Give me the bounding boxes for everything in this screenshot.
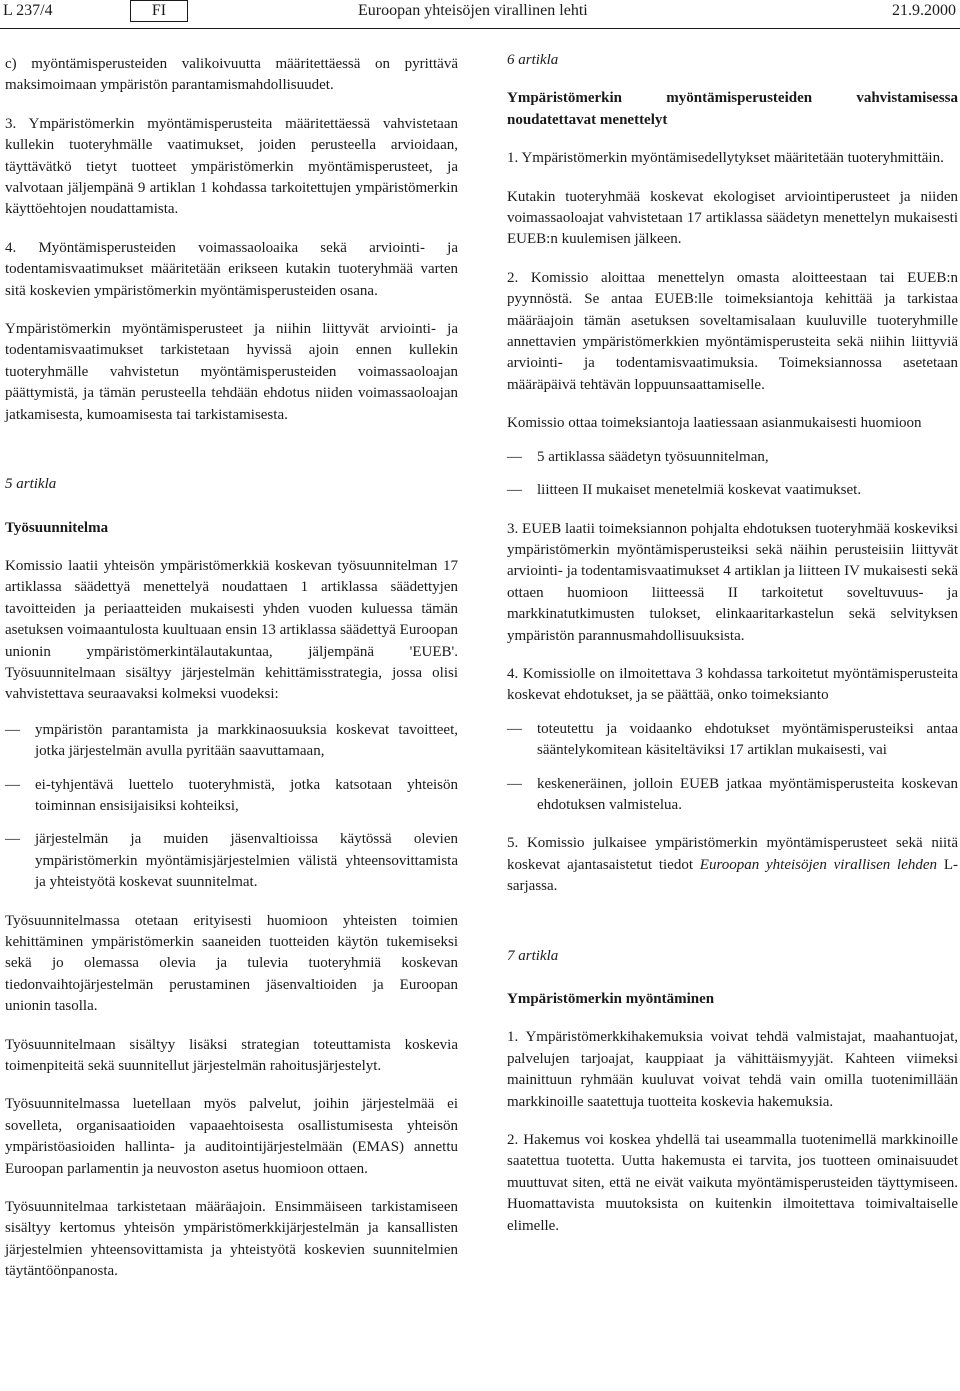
article-5-paragraph-3: Työsuunnitelmaan sisältyy lisäksi strategian toteuttamista koskevia toimenpiteitä sekä suunnitellut järjestelmän rahoitusjärjestelyt. — [5, 1036, 458, 1075]
article-7-paragraph-1: 1. Ympäristömerkkihakemuksia voivat tehdä valmistajat, maahantuojat, palvelujen tarjoajat, kauppiaat ja vähittäismyyjät. Kahteen viimeksi mainittuun ryhmään kuuluvat voivat tehdä vain omilla tuotenimillään markkinoille saatettuja tuotteita koskevia hakemuksia. — [507, 1029, 958, 1110]
right-column — [507, 50, 958, 1254]
article-5-title: Työsuunnitelma — [5, 519, 109, 536]
dash-item — [507, 447, 958, 468]
dash-item — [507, 774, 958, 817]
language-code-box: FI — [130, 0, 188, 22]
dash-marker: — — [507, 482, 522, 499]
dash-item-text: 5 artiklassa säädetyn työsuunnitelman, — [537, 448, 769, 465]
paragraph-3: 3. Ympäristömerkin myöntämisperusteita määritettäessä vahvistetaan kullekin tuoteryhmälle vaatimukset, joiden perusteella arvioidaan, täyttävätkö tietyt tuotteet ympäristömerkin myöntämisperusteet, ja valvotaan jäljempänä 9 artiklan 1 kohdassa tarkoitettujen ympäristömerkin käyttöehtojen noudattamista. — [5, 115, 458, 218]
article-6-paragraph-3: 3. EUEB laatii toimeksiannon pohjalta ehdotuksen tuoteryhmää koskeviksi ympäristömerkin myöntämisperusteiksi sekä näihin perusteisiin liittyvät arviointi- ja todentamisvaatimukset 4 artiklan ja liitteen IV mukaisesti sekä ottaen huomioon liitteessä II tarkoitetut soveltuvuus- ja markkinatutkimusten tulokset, elinkaaritarkastelun sekä selvityksen ympäristön parannusmahdollisuuksista. — [507, 520, 958, 644]
article-6-paragraph-5 — [507, 833, 958, 897]
article-5-paragraph-4: Työsuunnitelmassa luetellaan myös palvelut, joihin järjestelmää ei sovelleta, organisaatioiden vapaaehtoisesta osallistumisesta yhteisön ympäristöasioiden hallinta- ja auditointijärjestelmään (EMAS) annettu Euroopan parlamentin ja neuvoston asetus huomioon ottaen. — [5, 1096, 458, 1177]
dash-item — [507, 719, 958, 762]
dash-item-text: ei-tyhjentävä luettelo tuoteryhmistä, jotka katsotaan yhteisön toiminnan ensisijaisiksi kohteiksi, — [35, 776, 458, 814]
dash-marker: — — [507, 775, 522, 792]
paragraph-4b: Ympäristömerkin myöntämisperusteet ja niihin liittyvät arviointi- ja todentamisvaatimukset tarkistetaan hyvissä ajoin ennen kullekin tuoteryhmälle vahvistetun myöntämisperusteiden voimassaoloajan päättymistä, ja tämän perusteella tehdään ehdotus niiden voimassaoloajan jatkamisesta, kumoamisesta tai tarkistamisesta. — [5, 321, 458, 423]
paragraph-5-text: 5. Komissio julkaisee ympäristömerkin myöntämisperusteet sekä niitä koskevat ajantasaistetut tiedot — [507, 835, 958, 873]
dash-item — [5, 720, 458, 763]
article-6-paragraph-1: 1. Ympäristömerkin myöntämisedellytykset määritetään tuoteryhmittäin. — [507, 150, 944, 167]
article-6-title: Ympäristömerkin myöntämisperusteiden vahvistamisessa noudatettavat menettelyt — [507, 90, 958, 128]
article-5-paragraph-2: Työsuunnitelmassa otetaan erityisesti huomioon yhteisten toimien kehittäminen ympäristömerkin saaneiden tuotteiden käytön tukemiseksi sekä jo olemassa olevia ja tulevia tuoteryhmiä koskevan tiedonvaihtojärjestelmän perustaminen jäsenvaltioiden ja Euroopan unionin tasolla. — [5, 912, 458, 1015]
dash-item-text: keskeneräinen, jolloin EUEB jatkaa myöntämisperusteita koskevan ehdotuksen valmistelua. — [537, 775, 958, 813]
article-5-paragraph-5: Työsuunnitelmaa tarkistetaan määräajoin. Ensimmäiseen tarkistamiseen sisältyy kertomus yhteisön ympäristömerkkijärjestelmän ja kansallisten järjestelmien yhteensovittamista ja yhteistyötä koskevien suunnitelmien täytäntöönpanosta. — [5, 1199, 458, 1280]
article-6-paragraph-2: 2. Komissio aloittaa menettelyn omasta aloitteestaan tai EUEB:n pyynnöstä. Se antaa EUEB:lle toimeksiantoja kehittää ja tarkistaa määräajoin tämän asetuksen soveltamisalaan kuuluville tuoteryhmille annettavien ympäristömerkkien myöntämisperusteita sekä niihin liittyviä arviointi- ja todentamisvaatimuksia. Toimeksiannossa asetetaan määräpäivä tehtävän loppuunsaattamiselle. — [507, 269, 958, 393]
dash-marker: — — [507, 448, 522, 465]
journal-title: Euroopan yhteisöjen virallinen lehti — [358, 2, 588, 19]
article-6-paragraph-1b: Kutakin tuoteryhmää koskevat ekologiset arviointiperusteet ja niiden voimassaoloajat vahvistetaan 17 artiklassa säädetyn menettelyn mukaisesti EUEB:n kuulemisen jälkeen. — [507, 188, 958, 248]
article-5-paragraph-1: Komissio laatii yhteisön ympäristömerkkiä koskevan työsuunnitelman 17 artiklassa säädettyä menettelyä noudattaen 1 artiklassa säädettyjen tavoitteiden ja periaatteiden mukaisesti yhden vuoden kuluessa tämän asetuksen voimaantulosta kuultuaan ensin 13 artiklassa säädettyä Euroopan unionin ympäristömerkintälautakuntaa, jäljempänä 'EUEB'. Työsuunnitelmaan sisältyy järjestelmän kehittämisstrategia, jossa olisi vahvistettava seuraavaksi kolmeksi vuodeksi: — [5, 557, 458, 703]
dash-marker: — — [5, 721, 20, 738]
article-6-number: 6 artikla — [507, 52, 559, 68]
publication-date: 21.9.2000 — [892, 2, 956, 19]
page-header — [0, 0, 960, 28]
dash-marker: — — [5, 776, 20, 793]
article-6-paragraph-4: 4. Komissiolle on ilmoitettava 3 kohdassa tarkoitetut myöntämisperusteita koskevat ehdotukset, ja se päättää, onko toimeksianto — [507, 665, 958, 704]
paragraph-4: 4. Myöntämisperusteiden voimassaoloaika sekä arviointi- ja todentamisvaatimukset määritetään erikseen kutakin tuoteryhmää varten sitä koskevien ympäristömerkin myöntämisperusteiden osana. — [5, 239, 458, 299]
dash-item — [5, 829, 458, 893]
dash-marker: — — [5, 831, 20, 848]
dash-item-text: järjestelmän ja muiden jäsenvaltioissa käytössä olevien ympäristömerkin myöntämisjärjestelmien välistä yhteensovittamista ja yhteistyötä koskevat suunnitelmat. — [35, 831, 458, 891]
left-column — [5, 54, 458, 1300]
article-7-number: 7 artikla — [507, 947, 559, 964]
paragraph-5-tail: L-sarjassa. — [507, 856, 958, 895]
paragraph-c: c) myöntämisperusteiden valikoivuutta määritettäessä on pyrittävä maksimoimaan ympäristön parantamismahdollisuudet. — [5, 56, 458, 94]
dash-item-text: toteutettu ja voidaanko ehdotukset myöntämisperusteiksi antaa sääntelykomitean käsiteltäviksi 17 artiklan mukaisesti, vai — [537, 720, 958, 759]
article-7-paragraph-2: 2. Hakemus voi koskea yhdellä tai useammalla tuotenimellä markkinoille saatettua tuotetta. Uutta hakemusta ei tarvita, jos tuotteen ominaisuudet muuttuvat siten, että ne eivät vaikuta myöntämisperusteiden täyttymiseen. Huomattavista muutoksista on kuitenkin ilmoitettava toimivaltaiselle elimelle. — [507, 1132, 958, 1234]
dash-item-text: ympäristön parantamista ja markkinaosuuksia koskevat tavoitteet, jotka järjestelmän avulla pyritään saavuttamaan, — [35, 721, 458, 760]
article-6-paragraph-2b: Komissio ottaa toimeksiantoja laatiessaan asianmukaisesti huomioon — [507, 415, 922, 432]
journal-name-italic: Euroopan yhteisöjen virallisen lehden — [699, 856, 938, 873]
header-rule — [0, 28, 960, 29]
dash-marker: — — [507, 720, 522, 737]
article-7-title: Ympäristömerkin myöntäminen — [507, 991, 715, 1007]
page-reference: L 237/4 — [3, 2, 53, 19]
article-5-number: 5 artikla — [5, 476, 57, 493]
dash-item — [5, 775, 458, 818]
dash-item — [507, 480, 958, 501]
dash-item-text: liitteen II mukaiset menetelmiä koskevat vaatimukset. — [537, 482, 862, 499]
